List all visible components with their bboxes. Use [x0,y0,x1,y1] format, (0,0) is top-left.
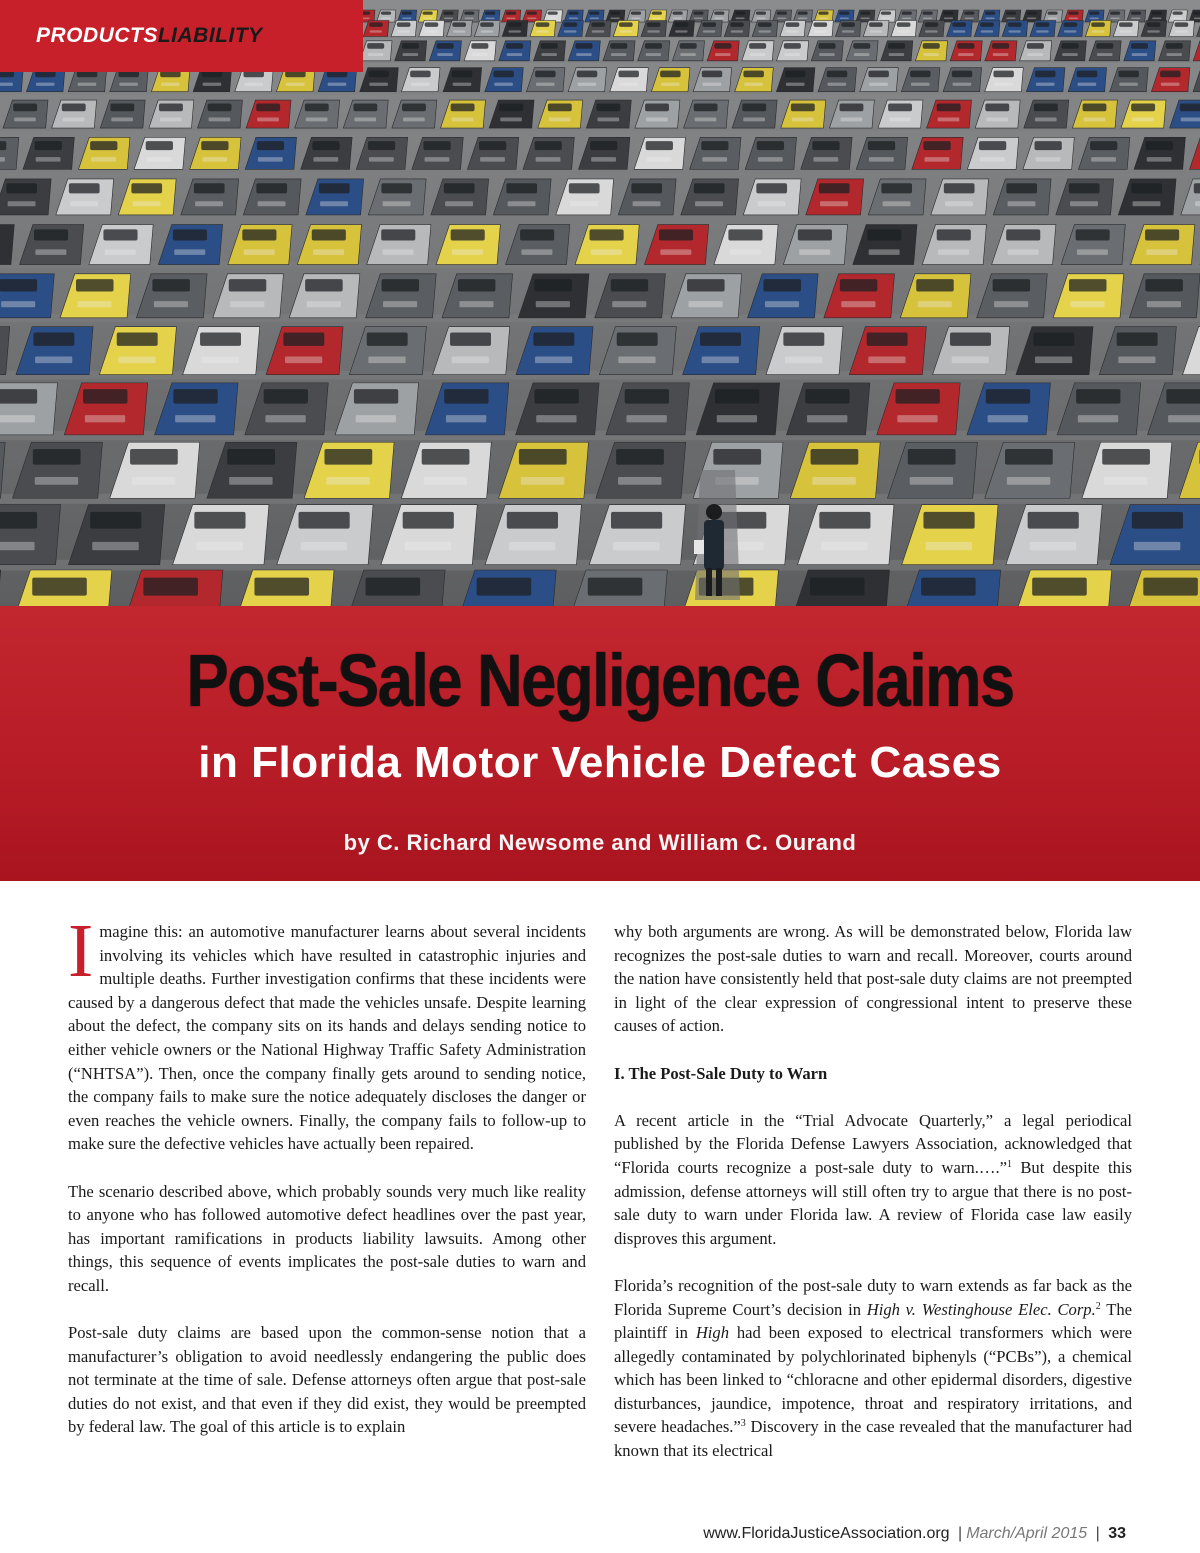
left-column [68,909,586,1463]
paragraph-scenario: The scenario described above, which probably sounds very much like reality to anyone who has followed automotive defect headlines over the past year, has important ramifications in products liability lawsuits. Among other things, this sequence of events implicates the post-sale duties to warn and recall. [68,1181,586,1295]
text-span: A recent article in the “Trial Advocate Quarterly,” a legal periodical published by the Florida Defense Lawyers Association, acknowledged that “Florida courts recognize a post-sale duty to warn.….” [614,1110,1132,1177]
paragraph-trial-advocate [614,1109,1132,1251]
section-tag-word1: PRODUCTS [36,24,158,47]
page-footer [703,1525,1126,1543]
text-span: The plaintiff in [614,1299,1132,1343]
hero-photo [0,0,1200,610]
footer-issue: March/April 2015 [966,1525,1088,1542]
title-band [0,606,1200,881]
text-span: Florida’s recognition of the post-sale duty to warn extends as far back as the Florida Supreme Court’s decision in [614,1275,1132,1319]
paragraph-intro [68,909,586,1156]
footnote-3: 3 [740,1418,746,1430]
paragraph-post-sale-claims: Post-sale duty claims are based upon the common-sense notion that a manufacturer’s obligation to avoid needlessly endangering the public does not terminate at the time of sale. Defense attorneys often argue that post-sale duties do not exist, and that even if they did exist, they would be preempted by federal law. The goal of this article is to explain [68,1323,586,1437]
text-span: But despite this admission, defense attorneys will still often try to argue that there is no post-sale duty to warn under Florida law. A review of Florida case law easily disproves this argument. [614,1157,1132,1248]
article-byline: by C. Richard Newsome and William C. Ourand [343,830,857,855]
parking-lot-photo-icon [0,0,1200,610]
paragraph-high-case [614,1274,1132,1463]
dropcap: I [68,909,94,993]
footer-separator: | [958,1525,963,1542]
paragraph-intro-text: magine this: an automotive manufacturer learns about several incidents involving its vehicles which have resulted in catastrophic injuries and multiple deaths. Further investigation confirms that these incidents were caused by a dangerous defect that made the vehicles unsafe. Despite learning about the defect, the company sits on its hands and delays sending notice to either vehicle owners or the National Highway Traffic Safety Administration (“NHTSA”). Then, once the company finally gets around to sending notice, the company fails to make sure the notice adequately discloses the danger or even reaches the vehicle owners. Finally, the company fails to follow-up to make sure the defective vehicles have actually been repaired. [68,922,586,1154]
section-tag [0,0,363,72]
case-short-name: High [695,1323,729,1343]
text-span: Discovery in the case revealed that the manufacturer had known that its electrical [614,1417,1132,1461]
footnote-2: 2 [1095,1300,1101,1312]
article-title: Post-Sale Negligence Claims [186,639,1014,722]
footer-website: www.FloridaJusticeAssociation.org [703,1525,950,1542]
footnote-1: 1 [1006,1158,1012,1170]
article-subtitle: in Florida Motor Vehicle Defect Cases [198,738,1002,787]
case-name: High v. Westinghouse Elec. Corp. [866,1299,1096,1319]
section-heading: I. The Post-Sale Duty to Warn [614,1063,828,1083]
footer-separator: | [1095,1525,1100,1542]
right-column [614,920,1132,1486]
section-tag-word2: LIABILITY [157,24,263,47]
paragraph-arguments: why both arguments are wrong. As will be demonstrated below, Florida law recognizes the post-sale duties to warn and recall. Moreover, courts around the nation have consistently held that post-sale duty claims are not preempted in light of the clear expression of congressional intent to preserve these causes of action. [614,922,1132,1036]
page-number: 33 [1108,1525,1126,1542]
text-span: had been exposed to electrical transformers which were allegedly contaminated by polychlorinated biphenyls (“PCBs”), a chemical which has been linked to “chloracne and other epidermal disorders, digestive disturbances, jaundice, impotence, throat and respiratory irritations, and severe headaches.” [614,1323,1132,1437]
